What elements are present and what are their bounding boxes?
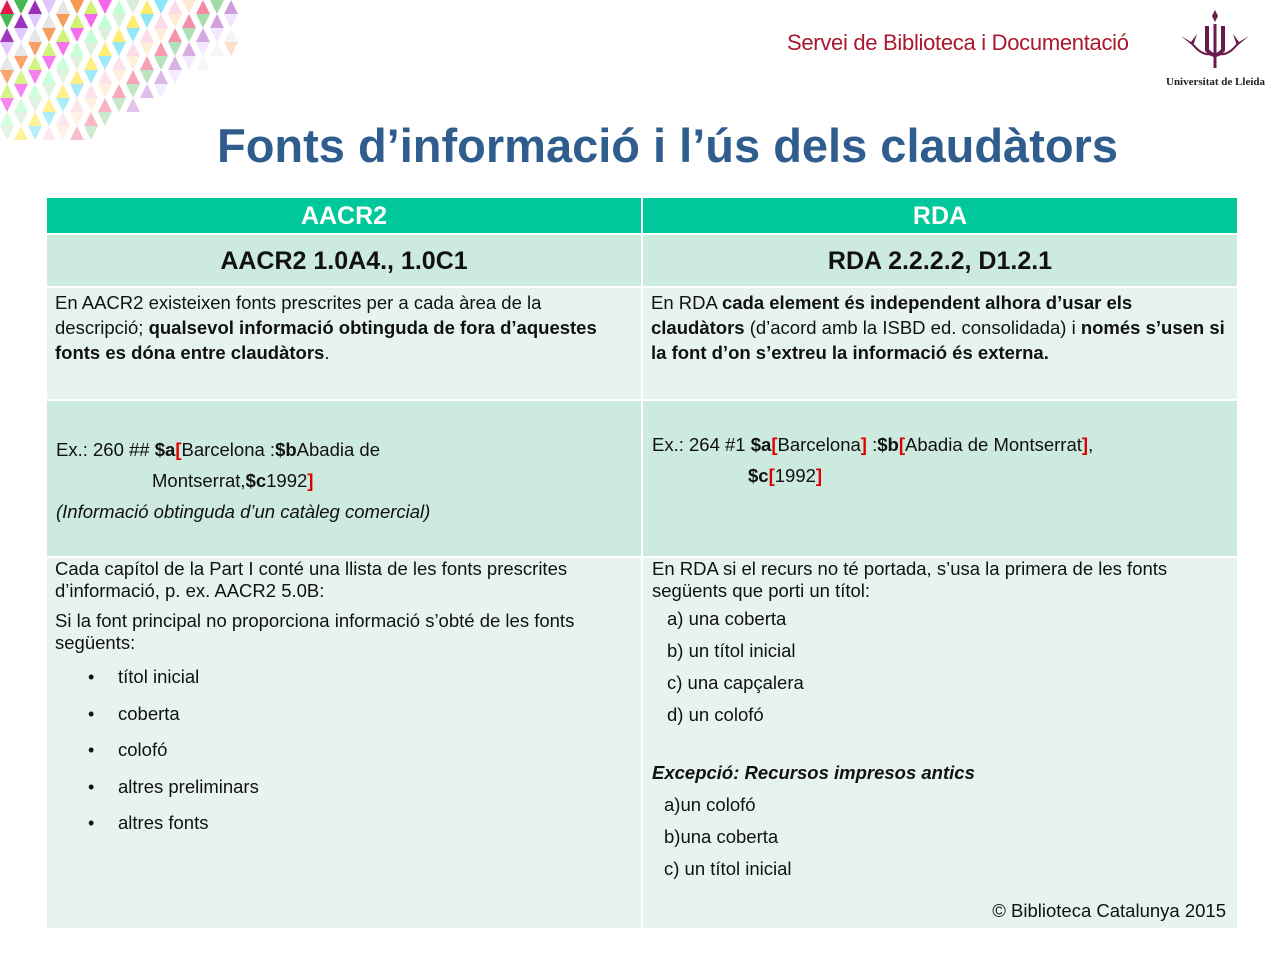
university-name: Universitat de Lleida: [1166, 76, 1265, 88]
table-row: [47, 558, 1239, 930]
mosaic-tile: [112, 70, 126, 84]
list-item: • altres fonts: [55, 812, 633, 849]
aacr2-sources-text: [47, 288, 643, 401]
mosaic-tile: [84, 84, 98, 98]
mosaic-tile: [112, 42, 126, 56]
mosaic-tile: [112, 98, 126, 112]
subheader-aacr2: AACR2 1.0A4., 1.0C1: [47, 235, 643, 288]
table-row: [47, 401, 1239, 558]
mosaic-tile: [168, 42, 182, 56]
mosaic-tile: [154, 0, 168, 14]
mosaic-tile: [126, 70, 140, 84]
mosaic-tile: [14, 14, 28, 28]
mosaic-tile: [112, 14, 126, 28]
subheader-rda: RDA 2.2.2.2, D1.2.1: [643, 235, 1239, 288]
text-span: Montserrat,: [152, 470, 246, 491]
mosaic-tile: [70, 28, 84, 42]
mosaic-tile: [224, 42, 238, 56]
mosaic-tile: [196, 28, 210, 42]
mosaic-tile: [84, 56, 98, 70]
example-line: [652, 460, 1237, 491]
mosaic-tile: [210, 14, 224, 28]
university-logo-icon: [1175, 6, 1255, 76]
table-subheader-row: [47, 235, 1239, 288]
mosaic-tile: [126, 98, 140, 112]
mosaic-tile: [28, 0, 42, 14]
rda-sources-text: [643, 288, 1239, 401]
mosaic-tile: [42, 28, 56, 42]
comparison-table: [47, 198, 1239, 930]
text-span: :: [866, 434, 878, 455]
mosaic-tile: [140, 14, 154, 28]
mosaic-tile: [70, 14, 84, 28]
mosaic-tile: [98, 28, 112, 42]
mosaic-tile: [70, 42, 84, 56]
mosaic-tile: [154, 84, 168, 98]
subfield-code: $b: [275, 439, 297, 460]
mosaic-tile: [0, 42, 14, 56]
mosaic-tile: [168, 56, 182, 70]
list-item: c) una capçalera: [667, 672, 804, 693]
mosaic-tile: [182, 42, 196, 56]
paragraph: Si la font principal no proporciona informació s’obté de les fonts següents:: [55, 610, 575, 653]
paragraph: Cada capítol de la Part I conté una llista de les fonts prescrites d’informació, p. ex. AACR2 5.0B:: [55, 558, 568, 601]
mosaic-tile: [154, 42, 168, 56]
text-span: Abadia de Montserrat: [905, 434, 1082, 455]
mosaic-tile: [168, 0, 182, 14]
mosaic-tile: [196, 56, 210, 70]
mosaic-tile: [140, 70, 154, 84]
mosaic-tile: [168, 70, 182, 84]
aacr2-example: [47, 401, 643, 558]
mosaic-tile: [42, 98, 56, 112]
mosaic-tile: [84, 98, 98, 112]
mosaic-tile: [70, 84, 84, 98]
mosaic-tile: [154, 56, 168, 70]
exception-heading: Excepció: Recursos impresos antics: [652, 762, 975, 783]
mosaic-tile: [140, 42, 154, 56]
list-item: • títol inicial: [55, 666, 633, 703]
mosaic-tile: [140, 28, 154, 42]
mosaic-tile: [56, 28, 70, 42]
mosaic-tile: [98, 0, 112, 14]
aacr2-source-list: [47, 558, 643, 930]
mosaic-tile: [56, 42, 70, 56]
subfield-code: $a: [154, 439, 176, 460]
mosaic-tile: [196, 0, 210, 14]
mosaic-tile: [14, 56, 28, 70]
mosaic-tile: [126, 84, 140, 98]
mosaic-tile: [28, 98, 42, 112]
mosaic-tile: [98, 14, 112, 28]
mosaic-tile: [0, 0, 14, 14]
mosaic-tile: [182, 56, 196, 70]
mosaic-tile: [168, 28, 182, 42]
copyright-notice: © Biblioteca Catalunya 2015: [992, 900, 1226, 921]
mosaic-tile: [42, 70, 56, 84]
mosaic-tile: [70, 0, 84, 14]
mosaic-tile: [126, 42, 140, 56]
mosaic-tile: [14, 70, 28, 84]
mosaic-tile: [224, 14, 238, 28]
mosaic-tile: [0, 14, 14, 28]
bracket: [: [175, 439, 182, 460]
mosaic-tile: [112, 84, 126, 98]
bracket: ]: [860, 434, 867, 455]
text-span: .: [324, 342, 330, 363]
mosaic-tile: [70, 70, 84, 84]
mosaic-tile: [154, 28, 168, 42]
rda-source-list: [643, 558, 1239, 930]
example-line: [56, 465, 641, 496]
list-item: a) una coberta: [667, 608, 787, 629]
mosaic-tile: [28, 42, 42, 56]
column-header-aacr2: AACR2: [47, 198, 643, 235]
mosaic-tile: [126, 0, 140, 14]
text-span: Barcelona :: [181, 439, 276, 460]
mosaic-tile: [0, 70, 14, 84]
bracket: ]: [307, 470, 314, 491]
mosaic-tile: [98, 84, 112, 98]
mosaic-tile: [210, 42, 224, 56]
mosaic-tile: [28, 70, 42, 84]
column-header-rda: RDA: [643, 198, 1239, 235]
mosaic-tile: [84, 0, 98, 14]
example-line: [652, 429, 1237, 460]
mosaic-tile: [42, 56, 56, 70]
mosaic-tile: [154, 70, 168, 84]
mosaic-tile: [210, 28, 224, 42]
text-span: Barcelona: [777, 434, 861, 455]
ordered-list: [652, 794, 1229, 890]
bracket: ]: [815, 465, 823, 486]
mosaic-tile: [182, 0, 196, 14]
list-item: • altres preliminars: [55, 776, 633, 813]
paragraph: En RDA si el recurs no té portada, s’usa la primera de les fonts següents que porti un títol:: [652, 558, 1168, 601]
bullet-list: [55, 666, 633, 849]
mosaic-tile: [28, 56, 42, 70]
mosaic-tile: [0, 84, 14, 98]
text-span: 1992: [774, 465, 816, 486]
mosaic-tile: [14, 98, 28, 112]
subfield-code: $a: [750, 434, 772, 455]
list-item: c) un títol inicial: [664, 858, 792, 879]
mosaic-tile: [126, 56, 140, 70]
bracket: ]: [1081, 434, 1089, 455]
mosaic-tile: [14, 84, 28, 98]
mosaic-tile: [14, 0, 28, 14]
mosaic-tile: [56, 84, 70, 98]
mosaic-tile: [42, 84, 56, 98]
text-span: En RDA: [651, 292, 722, 313]
text-span: ,: [1088, 434, 1094, 455]
list-item: b)una coberta: [664, 826, 779, 847]
text-span: Ex.: 260 ##: [56, 439, 155, 460]
mosaic-tile: [14, 28, 28, 42]
text-span: Ex.: 264 #1: [652, 434, 751, 455]
mosaic-tile: [0, 28, 14, 42]
subfield-code: $c: [245, 470, 267, 491]
page-title: Fonts d’informació i l’ús dels claudàtors: [217, 119, 1118, 172]
mosaic-tile: [224, 0, 238, 14]
mosaic-tile: [168, 14, 182, 28]
mosaic-tile: [42, 0, 56, 14]
example-note: (Informació obtinguda d’un catàleg comercial): [56, 501, 431, 522]
mosaic-tile: [84, 14, 98, 28]
mosaic-tile: [28, 14, 42, 28]
subfield-code: $b: [877, 434, 899, 455]
mosaic-tile: [98, 56, 112, 70]
mosaic-tile: [182, 28, 196, 42]
bold-text-span: cada element és independent alhora d’usar els claudàtors: [651, 292, 1133, 338]
mosaic-tile: [196, 42, 210, 56]
bold-text-span: només s’usen si la font d’on s’extreu la informació és externa.: [651, 317, 1225, 363]
mosaic-tile: [112, 28, 126, 42]
text-span: 1992: [266, 470, 308, 491]
table-header-row: [47, 198, 1239, 235]
mosaic-tile: [154, 14, 168, 28]
mosaic-tile: [140, 56, 154, 70]
mosaic-tile: [210, 0, 224, 14]
bracket: [: [898, 434, 906, 455]
mosaic-tile: [98, 42, 112, 56]
list-item: d) un colofó: [667, 704, 764, 725]
text-span: Abadia de: [296, 439, 380, 460]
mosaic-tile: [84, 70, 98, 84]
mosaic-tile: [98, 98, 112, 112]
mosaic-tile: [224, 28, 238, 42]
list-item: • colofó: [55, 739, 633, 776]
subfield-code: $c: [748, 465, 769, 486]
mosaic-tile: [84, 28, 98, 42]
mosaic-tile: [56, 98, 70, 112]
mosaic-tile: [0, 56, 14, 70]
ordered-list: [652, 608, 1229, 736]
mosaic-tile: [84, 42, 98, 56]
mosaic-tile: [98, 70, 112, 84]
service-name: Servei de Biblioteca i Documentació: [787, 30, 1129, 55]
mosaic-tile: [112, 0, 126, 14]
mosaic-tile: [182, 14, 196, 28]
list-item: a)un colofó: [664, 794, 756, 815]
mosaic-tile: [196, 14, 210, 28]
bold-text-span: qualsevol informació obtinguda de fora d’aquestes fonts es dóna entre claudàtors: [55, 317, 597, 363]
mosaic-tile: [42, 42, 56, 56]
mosaic-tile: [70, 56, 84, 70]
mosaic-tile: [28, 84, 42, 98]
mosaic-tile: [140, 84, 154, 98]
bracket: [: [771, 434, 778, 455]
mosaic-tile: [0, 98, 14, 112]
list-item: b) un títol inicial: [667, 640, 796, 661]
table-row: [47, 288, 1239, 401]
mosaic-tile: [42, 14, 56, 28]
bracket: [: [768, 465, 775, 486]
list-item: • coberta: [55, 703, 633, 740]
example-line: [56, 434, 641, 465]
mosaic-tile: [126, 28, 140, 42]
mosaic-tile: [56, 14, 70, 28]
mosaic-tile: [140, 0, 154, 14]
mosaic-tile: [14, 42, 28, 56]
rda-example: [643, 401, 1239, 558]
mosaic-tile: [56, 0, 70, 14]
mosaic-tile: [28, 28, 42, 42]
mosaic-tile: [112, 56, 126, 70]
mosaic-tile: [56, 70, 70, 84]
mosaic-tile: [126, 14, 140, 28]
mosaic-tile: [70, 98, 84, 112]
text-span: (d’acord amb la ISBD ed. consolidada) i: [744, 317, 1081, 338]
text-span: En AACR2 existeixen fonts prescrites per a cada àrea de la descripció;: [55, 292, 542, 338]
mosaic-tile: [56, 56, 70, 70]
